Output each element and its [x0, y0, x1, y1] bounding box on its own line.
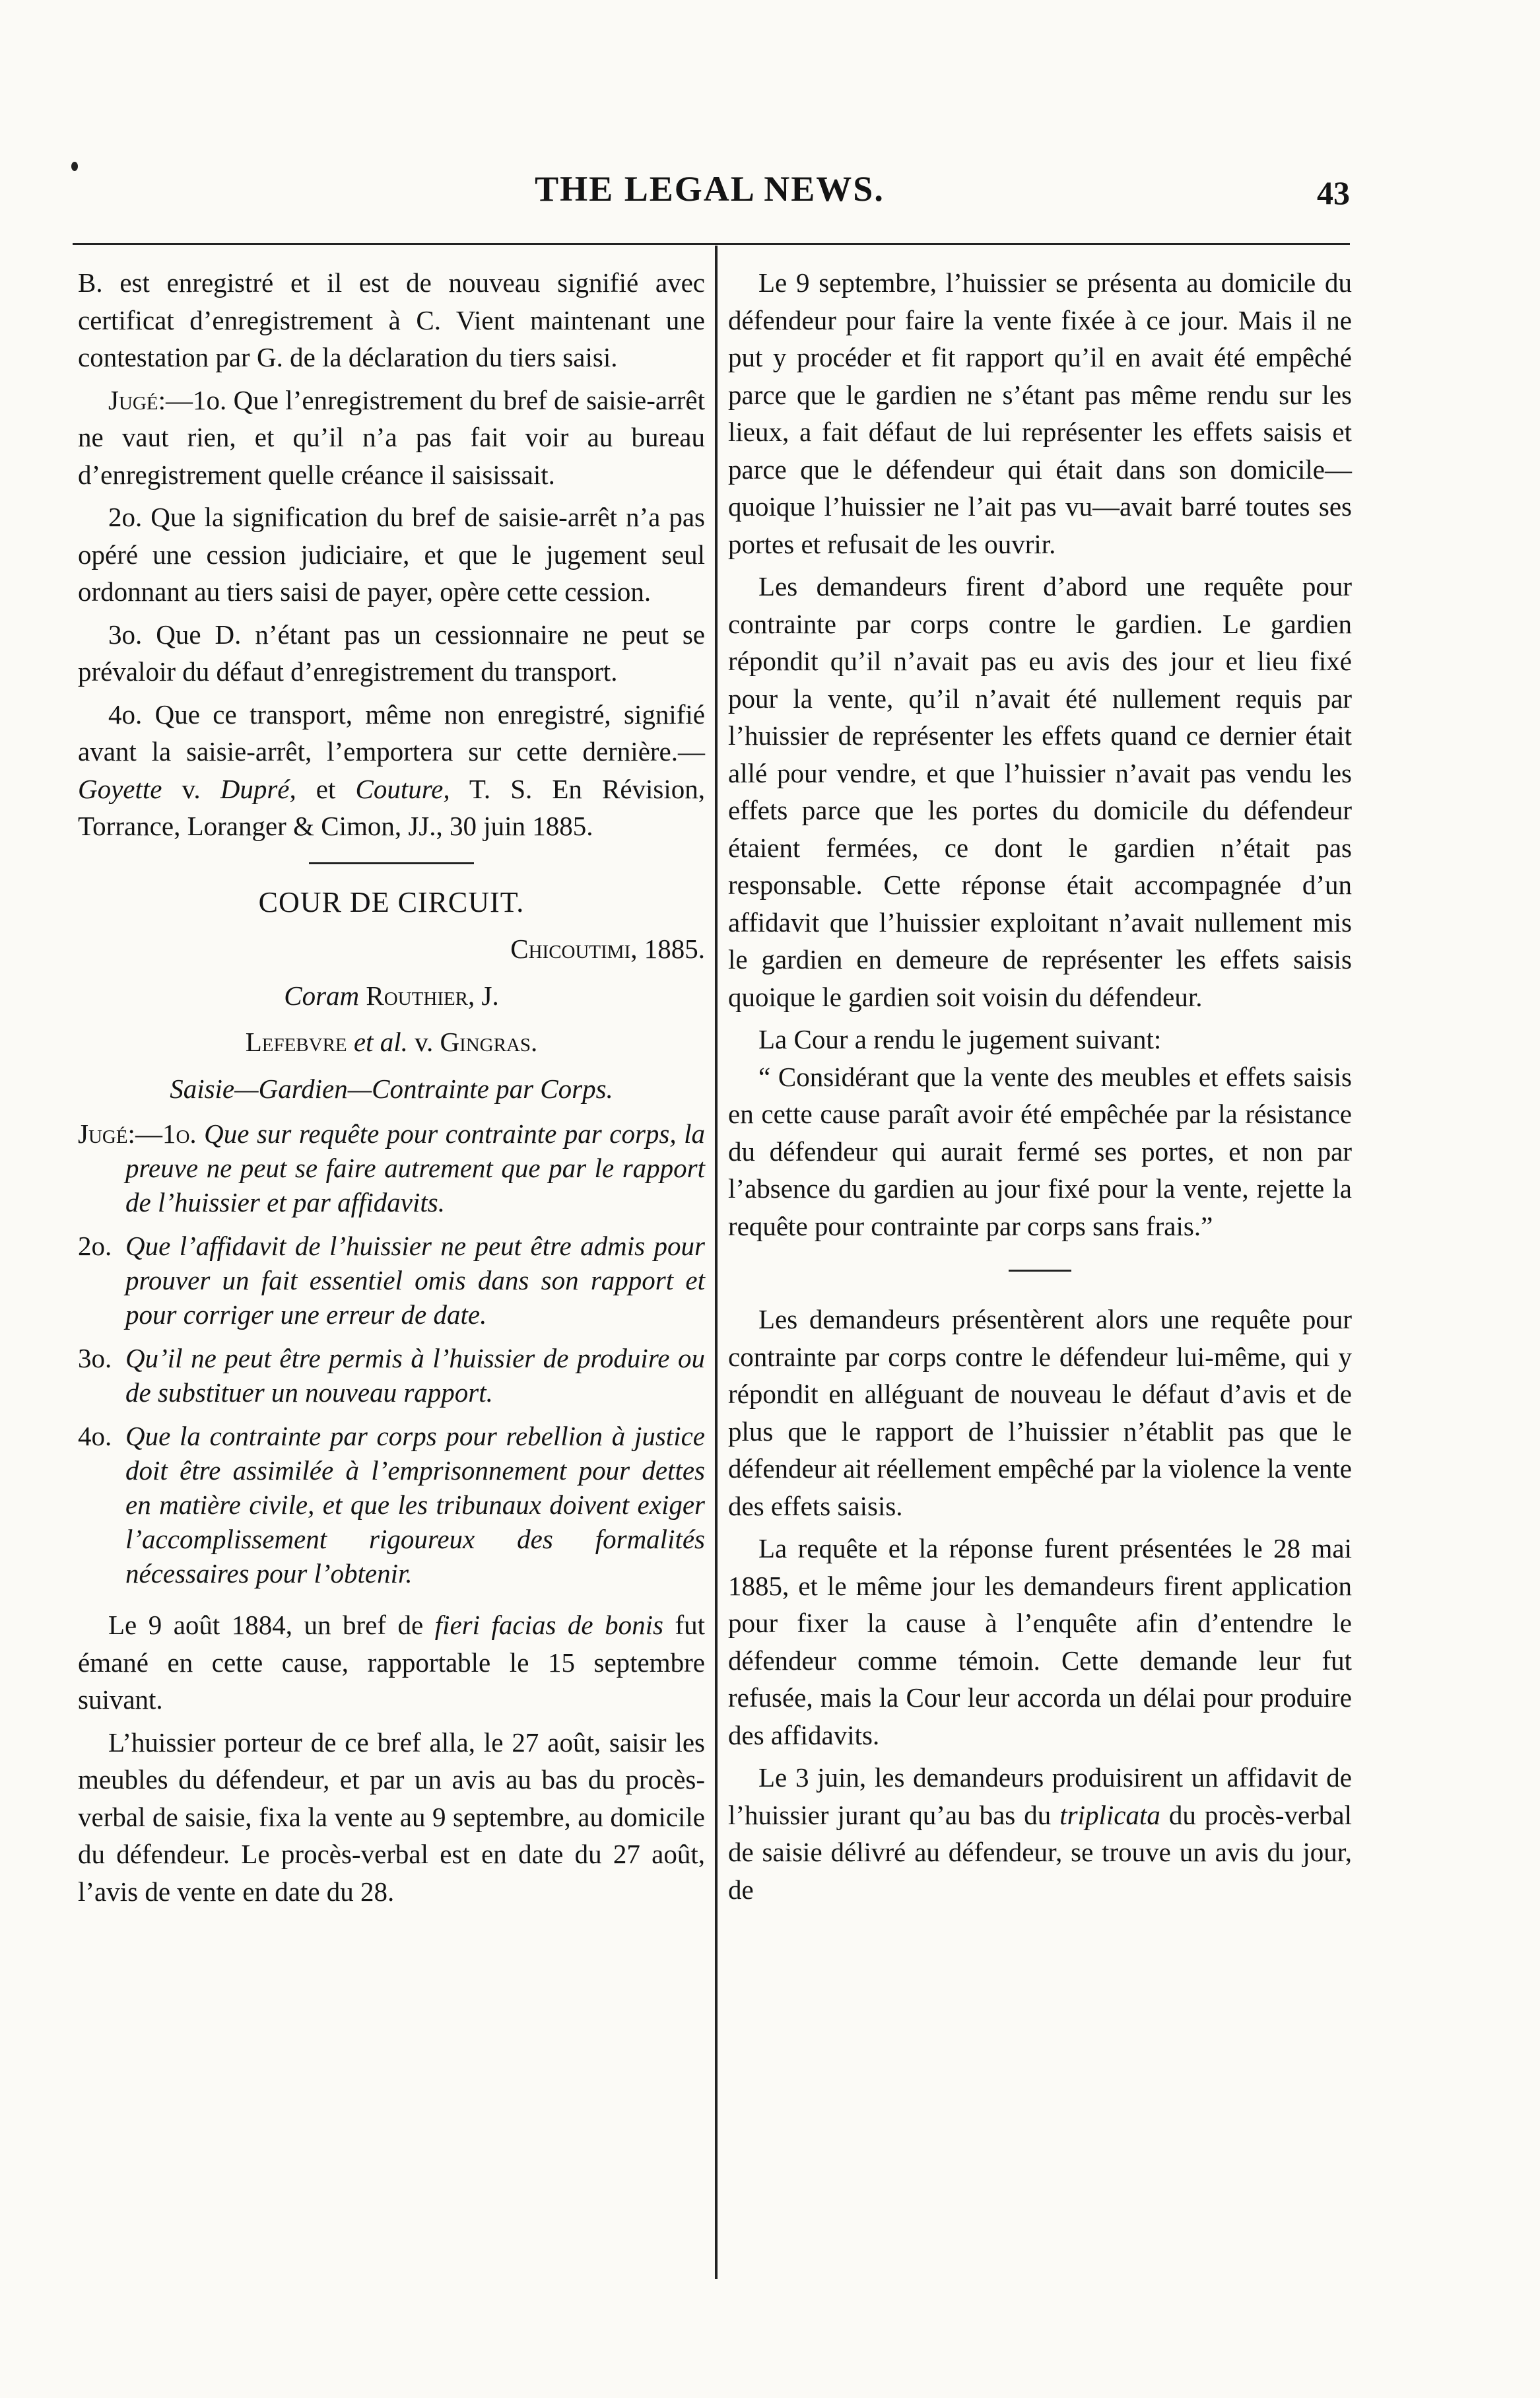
paragraph: B. est enregistré et il est de nouveau signifié avec certificat d’enregistrement à C. Vient maintenant une contestation par G. de la déclaration du tiers saisi. [78, 267, 705, 372]
paragraph: Les demandeurs présentèrent alors une requête pour contrainte par corps contre le défendeur lui-même, qui y répondit en alléguant de nouveau le défaut d’avis et de plus que le rapport de l’huissier n’établit pas que le défendeur ait réellement empêché par la violence la vente des effets saisis. [728, 1304, 1352, 1521]
paragraph: Les demandeurs firent d’abord une requête pour contrainte par corps contre le gardien. Le gardien répondit qu’il n’avait pas eu avis des jour et lieu fixé pour la vente, qu’il n’avait été nullement requis par l’huissier de représenter les effets quand ce dernier était allé pour vendre, et que l’huissier n’avait pas vendu les effets parce que les portes du domicile du défendeur étaient fermées, ce dont le gardien n’était pas responsable. Cette réponse était accompagnée d’un affidavit que l’huissier exploitant n’avait nullement mis le gardien en demeure de représenter les effets saisis quoique le gardien soit voisin du défendeur. [728, 571, 1352, 1012]
place-date: Chicoutimi, 1885. [510, 934, 705, 964]
paragraph: Le 9 août 1884, un bref de fieri facias de bonis fut émané en cette cause, rapportable le 15 septembre suivant. [78, 1610, 705, 1715]
paragraph: 4o. Que ce transport, même non enregistré, signifié avant la saisie-arrêt, l’emportera sur cette dernière.—Goyette v. Dupré, et Couture, T. S. En Révision, Torrance, Loranger & Cimon, JJ., 30 juin 1885. [78, 699, 706, 841]
paragraph: Jugé:—1o. Que l’enregistrement du bref de saisie-arrêt ne vaut rien, et qu’il n’a pas fait voir au bureau d’enregistrement quelle créance il saisissait. [78, 384, 705, 490]
page-header [69, 155, 1350, 215]
paragraph: 3o. Que D. n’étant pas un cessionnaire ne peut se prévaloir du défaut d’enregistrement du transport. [78, 619, 705, 687]
quoted-judgment: “ Considérant que la vente des meubles et effets saisis en cette cause paraît avoir été empêchée par la résistance du défendeur qui aurait fermé ses portes, et non par l’absence du gardien au jour fixé pour la vente, rejette la requête pour contrainte par corps sans frais.” [728, 1061, 1352, 1241]
headnote-item: 3o. Qu’il ne peut être permis à l’huissier de produire ou de substituer un nouveau rapport. [78, 1343, 705, 1408]
court-title: COUR DE CIRCUIT. [258, 885, 525, 918]
case-subject: Saisie—Gardien—Contrainte par Corps. [170, 1073, 613, 1104]
paragraph: 2o. Que la signification du bref de saisie-arrêt n’a pas opéré une cession judiciaire, et que le jugement seul ordonnant au tiers saisi de payer, opère cette cession. [78, 502, 705, 607]
paragraph: La Cour a rendu le jugement suivant: [758, 1024, 1162, 1054]
left-column [78, 264, 705, 1910]
section-divider [309, 862, 474, 864]
page-number: 43 [1317, 174, 1350, 211]
right-column [728, 264, 1352, 1908]
headnote-item: 4o. Que la contrainte par corps pour rebellion à justice doit être assimilée à l’emprisonnement pour dettes en matière civile, et que les tribunaux doivent exiger l’accomplissement rigoureux des formalités nécessaires pour l’obtenir. [78, 1421, 705, 1589]
case-parties: Lefebvre et al. v. Gingras. [245, 1027, 538, 1057]
section-divider [1009, 1270, 1071, 1272]
running-head: THE LEGAL NEWS. [535, 169, 885, 209]
paragraph: Le 3 juin, les demandeurs produisirent un affidavit de l’huissier jurant qu’au bas du triplicata du procès-verbal de saisie délivré au défendeur, se trouve un avis du jour, de [728, 1762, 1352, 1905]
paragraph: Le 9 septembre, l’huissier se présenta au domicile du défendeur pour faire la vente fixée à ce jour. Mais il ne put y procéder et fit rapport qu’il en avait été empêché parce que le gardien ne s’étant pas même rendu sur les lieux, a fait défaut de lui représenter les effets saisis et parce que le défendeur qui était dans son domicile—quoique l’huissier ne l’ait pas vu—avait barré toutes ses portes et refusait de les ouvrir. [728, 267, 1352, 559]
paragraph: L’huissier porteur de ce bref alla, le 27 août, saisir les meubles du défendeur, et par un avis au bas du procès-verbal de saisie, fixa la vente au 9 septembre, au domicile du défendeur. Le procès-verbal est en date du 27 août, l’avis de vente en date du 28. [78, 1727, 705, 1907]
column-rule [715, 246, 718, 2279]
header-rule [73, 243, 1350, 245]
juge-label: Jugé [108, 384, 158, 415]
paragraph: La requête et la réponse furent présentées le 28 mai 1885, et le même jour les demandeurs firent application pour fixer la cause à l’enquête afin d’entendre le défendeur comme témoin. Cette demande leur fut refusée, mais la Cour leur accorda un délai pour produire des affidavits. [728, 1533, 1352, 1750]
headnote-item: Jugé:—1o. Que sur requête pour contrainte par corps, la preuve ne peut se faire autrement que par le rapport de l’huissier et par affidavits. [78, 1118, 706, 1217]
coram-line: Coram Routhier, J. [284, 980, 499, 1011]
headnote-item: 2o. Que l’affidavit de l’huissier ne peut être admis pour prouver un fait essentiel omis dans son rapport et pour corriger une erreur de date. [78, 1231, 705, 1330]
